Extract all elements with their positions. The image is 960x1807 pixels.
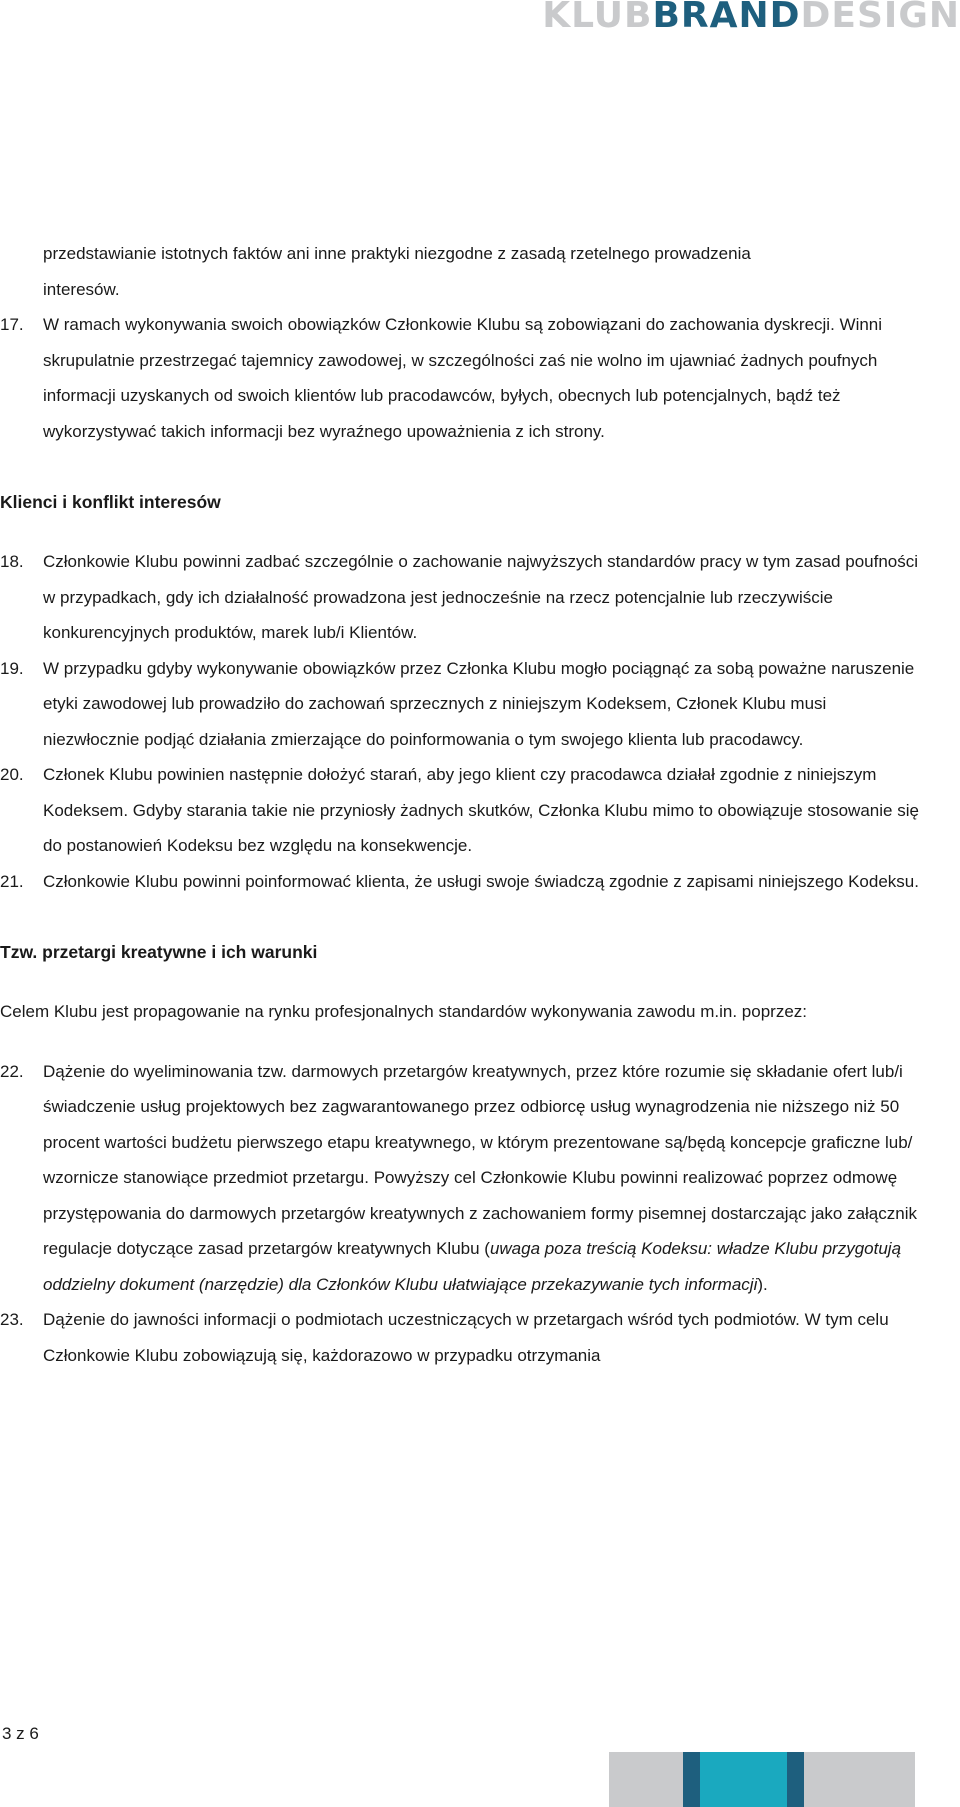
list-item-19 <box>0 651 920 758</box>
list-item-18 <box>0 544 920 651</box>
item-text: Członkowie Klubu powinni poinformować klienta, że usługi swoje świadczą zgodnie z zapisami niniejszego Kodeksu. <box>43 871 919 891</box>
item-text-note: uwaga poza treścią Kodeksu: władze Klubu przygotują oddzielny dokument (narzędzie) dla Członków Klubu ułatwiające przekazywanie tych informacji <box>43 1239 902 1294</box>
item-text-end: ). <box>757 1274 768 1294</box>
item-text-main: Dążenie do wyeliminowania tzw. darmowych przetargów kreatywnych, przez które rozumie się składanie ofert lub/i świadczenie usług projektowych bez zagwarantowanego przez odbiorcę usług wynagrodzenia nie niższego niż 50 procent wartości budżetu pierwszego etapu kreatywnego, w którym prezentowane są/będą koncepcje graficzne lub/ wzornicze stanowiące przedmiot przetargu. Powyższy cel Członkowie Klubu powinni realizować poprzez odmowę przystępowania do darmowych przetargów kreatywnych z zachowaniem formy pisemnej dostarczając jako załącznik regulacje dotyczące zasad przetargów kreatywnych Klubu ( <box>43 1061 917 1258</box>
brand-logo <box>542 0 960 36</box>
list-item-20 <box>0 757 920 864</box>
list-item-23 <box>0 1302 920 1373</box>
list-item-17 <box>0 307 920 449</box>
page-number: 3 z 6 <box>2 1724 39 1743</box>
section-heading-clients: Klienci i konflikt interesów <box>0 492 221 512</box>
item-text <box>43 1054 920 1303</box>
document-body <box>0 236 920 1373</box>
continuation-line: przedstawianie istotnych faktów ani inne praktyki niezgodne z zasadą rzetelnego prowadzenia <box>43 244 751 263</box>
item-number: 21. <box>0 871 24 891</box>
item-number: 22. <box>0 1061 24 1081</box>
footer-bar-dark-stripe <box>787 1752 804 1807</box>
footer-bar-dark-stripe <box>683 1752 700 1807</box>
continuation-line: interesów. <box>43 279 120 299</box>
footer-bar-light-stripe <box>700 1752 787 1807</box>
item-number: 20. <box>0 765 24 784</box>
intro-paragraph: Celem Klubu jest propagowanie na rynku profesjonalnych standardów wykonywania zawodu m.in. poprzez: <box>0 1002 808 1021</box>
item-text: Dążenie do jawności informacji o podmiotach uczestniczących w przetargach wśród tych podmiotów. W tym celu Członkowie Klubu zobowiązują się, każdorazowo w przypadku otrzymania <box>43 1310 889 1365</box>
item-text: Członkowie Klubu powinni zadbać szczególnie o zachowanie najwyższych standardów pracy w tym zasad poufności w przypadkach, gdy ich działalność prowadzona jest jednocześnie na rzecz potencjalnie lub rzeczywiście konkurencyjnych produktów, marek lub/i Klientów. <box>43 552 919 642</box>
section-heading-tenders: Tzw. przetargi kreatywne i ich warunki <box>0 942 318 962</box>
item-number: 19. <box>0 658 24 678</box>
logo-part-design: DESIGN <box>800 0 960 36</box>
list-item-22 <box>0 1054 920 1303</box>
list-item-21 <box>0 864 920 900</box>
logo-part-klub: KLUB <box>542 0 653 36</box>
logo-part-brand: BRAND <box>652 0 801 36</box>
item-number: 17. <box>0 315 24 334</box>
item-number: 18. <box>0 552 24 571</box>
footer-decorative-bar <box>609 1752 915 1807</box>
item-text: Członek Klubu powinien następnie dołożyć starań, aby jego klient czy pracodawca działał zgodnie z niniejszym Kodeksem. Gdyby starania takie nie przyniosły żadnych skutków, Członka Klubu mimo to obowiązuje stosowanie się do postanowień Kodeksu bez względu na konsekwencje. <box>43 765 919 855</box>
item-number: 23. <box>0 1310 24 1329</box>
item-text: W przypadku gdyby wykonywanie obowiązków przez Członka Klubu mogło pociągnąć za sobą poważne naruszenie etyki zawodowej lub prowadziło do zachowań sprzecznych z niniejszym Kodeksem, Członek Klubu musi niezwłocznie podjąć działania zmierzające do poinformowania o tym swojego klienta lub pracodawcy. <box>43 658 915 749</box>
item-text: W ramach wykonywania swoich obowiązków Członkowie Klubu są zobowiązani do zachowania dyskrecji. Winni skrupulatnie przestrzegać tajemnicy zawodowej, w szczególności zaś nie wolno im ujawniać żadnych poufnych informacji uzyskanych od swoich klientów lub pracodawców, byłych, obecnych lub potencjalnych, bądź też wykorzystywać takich informacji bez wyraźnego upoważnienia z ich strony. <box>43 315 883 441</box>
